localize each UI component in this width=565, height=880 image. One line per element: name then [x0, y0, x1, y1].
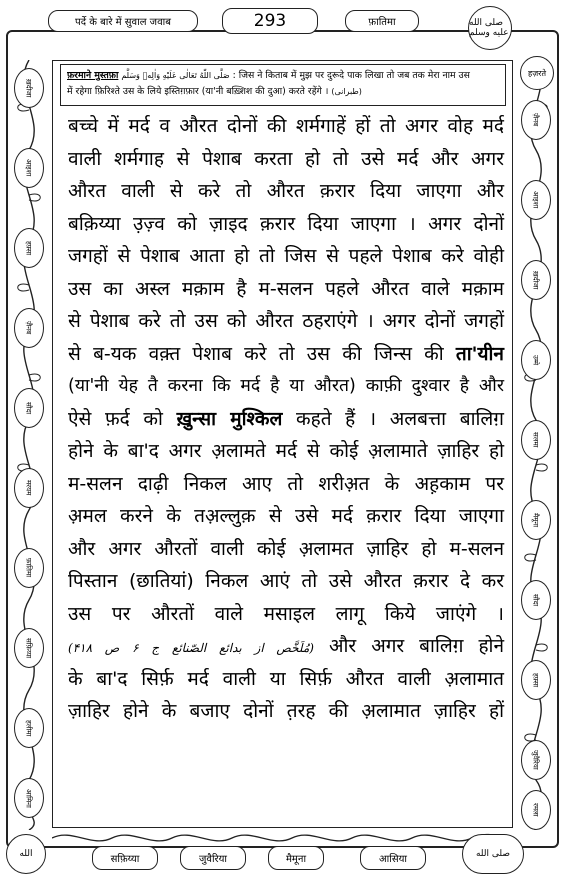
body-line-9: (या'नी येह तै करना कि मर्द है या औरत) काफ़ी दुश्वार है और — [68, 376, 504, 396]
term-tayin: ता'यीन — [455, 342, 504, 365]
footer-tab-2: जुवैरिया — [180, 846, 246, 870]
body-line-6: उस का अस्ल मक़ाम है म-सलन पहले औरत वाले मक़ाम — [68, 277, 504, 300]
hadith-line-2 — [67, 84, 499, 100]
body-line-19: ज़ाहिर होने के बजाए दोनों त़रह की अ़लामात ज़ाहिर हों — [68, 700, 504, 722]
body-line-3: औरत वाली से करे तो औरत क़रार दिया जाएगा और — [68, 180, 504, 202]
body-line-12: म-सलन दाढ़ी निकल आए तो शरीअ़त के अह़काम पर — [68, 472, 504, 495]
side-tag-left-10: आमिना — [14, 778, 44, 818]
body-line-15: पिस्तान (छातियां) निकल आएं तो उसे औरत क़रार दे कर — [68, 570, 504, 592]
footer-tab-4: आसिया — [360, 846, 426, 870]
body-line-13: अ़मल करने के तअ़ल्लुक़ से उसे मर्द क़रार दिया जाएगा — [68, 505, 504, 527]
body-line-17 — [68, 630, 504, 663]
body-line-8-text: से ब-यक वक़्त पेशाब करे तो उस की जिन्स की — [68, 342, 444, 365]
body-line-4: बक़िय्या उ़ज़्व को ज़ाइद क़रार दिया जाएगा । अगर दोनों — [68, 212, 504, 235]
hadith-line-1 — [67, 68, 499, 84]
body-line-5: जगहों से पेशाब आता हो तो जिस से पहले पेशाब करे वोही — [68, 245, 504, 267]
side-tag-right-2: आइशा — [521, 180, 551, 220]
side-tag-left-7: फ़ातिमा — [14, 548, 44, 588]
book-title-tab: पर्दे के बारे में सुवाल जवाब — [48, 10, 198, 32]
corner-medallion-bottom-left: الله — [6, 834, 46, 874]
side-tag-left-8: सफ़िय्या — [14, 628, 44, 668]
reference-citation: (مُلَخَّص از بدائع الصّنائع ج ۶ ص ۴۱۸) — [68, 641, 314, 655]
corner-medallion-top: صلى الله عليه وسلم — [468, 6, 512, 50]
body-line-16: उस पर औरतों वाले मसाइल लागू किये जाएंगे । — [68, 602, 504, 625]
side-tag-right-7: सौदा — [521, 580, 551, 620]
side-tag-right-9: जुवैरिया — [521, 740, 551, 780]
side-tag-left-9: हलीमा — [14, 708, 44, 748]
page-number: 293 — [222, 8, 318, 34]
side-tag-left-1: ख़दीजा — [14, 68, 44, 108]
body-line-1: बच्चे में मर्द व औरत दोनों की शर्मगाहें हों तो अगर वोह मर्द — [68, 115, 504, 137]
side-tag-left-6: मरयम — [14, 468, 44, 508]
side-tag-left-2: आइशा — [14, 148, 44, 188]
side-tag-right-10: रमला — [521, 790, 551, 830]
hadith-arabic-salutation: صَلَّى اللّٰهُ تَعَالٰی عَلَیْهِ وَاٰلِهٖ وَسَلَّم — [121, 71, 230, 80]
corner-medallion-top-right: हज़रते — [520, 56, 554, 90]
body-line-2: वाली शर्मगाह से पेशाब करता हो तो उसे मर्द और अगर — [68, 147, 504, 170]
body-line-17-text: और अगर बालिग़ होने — [328, 635, 505, 657]
side-tag-right-1: ज़ैनब — [521, 100, 551, 140]
body-text — [68, 110, 504, 728]
side-tag-right-3: ख़दीजा — [521, 260, 551, 300]
body-line-11: होने के बा'द अगर अ़लामते मर्द से कोई अ़लामाते ज़ाहिर हो — [68, 440, 504, 462]
body-line-10-start: ऐसे फ़र्द को — [68, 407, 163, 430]
side-tag-right-5: सलमा — [521, 420, 551, 460]
body-line-10-end: कहते हैं । अलबत्ता बालिग़ — [296, 407, 504, 430]
side-tag-right-8: हफ़्सा — [521, 660, 551, 700]
body-line-18: के बा'द सिर्फ़ मर्द वाली या सिर्फ़ औरत वाली अ़लामात — [68, 667, 504, 690]
body-line-8 — [68, 338, 504, 371]
corner-medallion-bottom-right: صلى الله — [462, 834, 524, 874]
side-tag-right-6: मैमूना — [521, 500, 551, 540]
hadith-source: (طبرانی) — [331, 87, 362, 96]
header-name-tab: फ़ातिमा — [345, 10, 419, 32]
footer-tab-1: सफ़िय्या — [92, 846, 158, 870]
hadith-box — [60, 64, 506, 106]
footer-tab-3: मैमूना — [268, 846, 324, 870]
hadith-text-1: : जिस ने किताब में मुझ पर दुरूदे पाक लिखा तो जब तक मेरा नाम उस — [232, 70, 470, 81]
hadith-title: फ़रमाने मुस्तफ़ा — [67, 70, 119, 81]
side-tag-left-5: सौदा — [14, 388, 44, 428]
side-tag-left-4: ज़ैनब — [14, 308, 44, 348]
side-tag-right-4: उम्मे — [521, 340, 551, 380]
hadith-text-2: में रहेगा फ़िरिश्ते उस के लिये इस्तिग़फ़ार (या'नी बख़्शिश की दुआ) करते रहेंगे । — [67, 86, 329, 97]
body-line-7: से पेशाब करे तो उस को औरत ठहराएंगे । अगर दोनों जगहों — [68, 310, 504, 332]
term-khunsa-mushkil: ख़ुन्सा मुश्किल — [176, 407, 283, 430]
side-tag-left-3: हफ़्सा — [14, 228, 44, 268]
body-line-10 — [68, 403, 504, 436]
body-line-14: और अगर औरतों वाली कोई अ़लामत ज़ाहिर हो म-सलन — [68, 537, 504, 560]
